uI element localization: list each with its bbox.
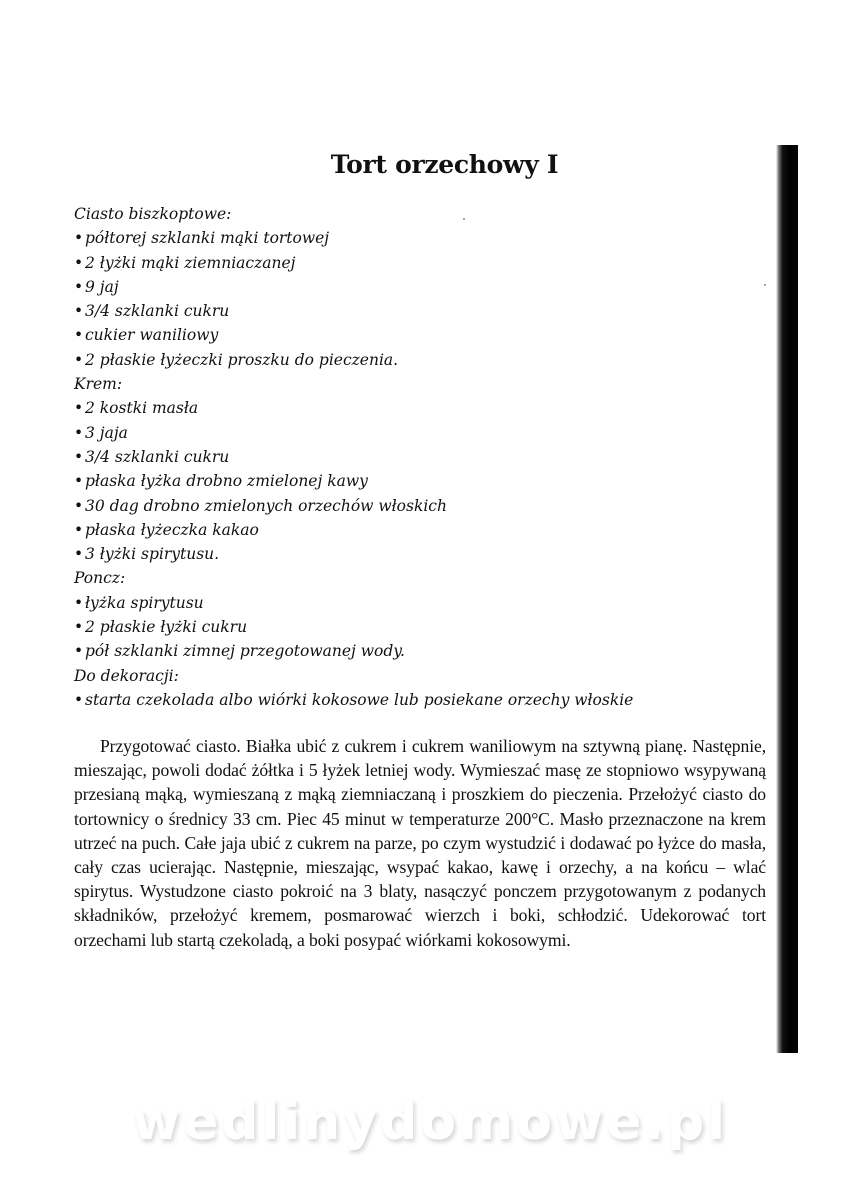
ingredient-text: starta czekolada albo wiórki kokosowe lub posiekane orzechy włoskie (85, 690, 634, 709)
ingredient-item (74, 348, 764, 372)
section-heading: Do dekoracji: (74, 666, 179, 685)
ingredient-item (74, 396, 764, 420)
bullet-icon: • (74, 229, 84, 248)
recipe-title-text: Tort orzechowy I (330, 150, 559, 179)
ingredient-text: 2 płaskie łyżeczki proszku do pieczenia. (85, 350, 399, 369)
section-heading: Ciasto biszkoptowe: (74, 205, 232, 223)
ingredient-item (74, 639, 764, 663)
ingredient-item (74, 299, 764, 323)
bullet-icon: • (74, 593, 84, 612)
ingredient-item (74, 591, 764, 615)
bullet-icon: • (74, 326, 84, 345)
ingredient-item (74, 275, 764, 299)
ingredient-item (74, 421, 764, 445)
bullet-icon: • (74, 277, 84, 296)
ingredient-text: 3 jaja (85, 423, 128, 442)
ingredient-item (74, 323, 764, 347)
ingredient-text: łyżka spirytusu (85, 593, 204, 612)
bullet-icon: • (74, 690, 84, 709)
ingredient-text: półtorej szklanki mąki tortowej (85, 229, 330, 248)
ingredient-item (74, 251, 764, 275)
bullet-icon: • (74, 545, 84, 564)
bullet-icon: • (74, 520, 84, 539)
recipe-title (0, 150, 849, 179)
ingredient-item (74, 518, 764, 542)
method-paragraph: Przygotować ciasto. Białka ubić z cukrem i cukrem waniliowym na sztywną pianę. Następnie, mieszając, powoli dodać żółtka i 5 łyżek letniej wody. Wymieszać masę ze stopniowo wsypywaną przesianą mąką, wymieszaną z mąką ziemniaczaną i proszkiem do pieczenia. Przełożyć ciasto do tortownicy o średnicy 33 cm. Piec 45 minut w temperaturze 200°C. Masło przeznaczone na krem utrzeć na puch. Całe jaja ubić z cukrem na parze, po czym wystudzić i dodawać po łyżce do masła, cały czas ucierając. Następnie, mieszając, wsypać kakao, kawę i orzechy, a na końcu – wlać spirytus. Wystudzone ciasto pokroić na 3 blaty, nasączyć ponczem przygotowanym z podanych składników, przełożyć kremem, posmarować wierzch i boki, schłodzić. Udekorować tort orzechami lub startą czekoladą, a boki posypać wiórkami kokosowymi. (74, 736, 766, 950)
ingredient-item (74, 542, 764, 566)
ingredient-text: 3/4 szklanki cukru (85, 447, 230, 466)
ingredient-text: 3 łyżki spirytusu. (85, 545, 220, 564)
ingredient-text: cukier waniliowy (85, 326, 219, 345)
ingredient-item (74, 494, 764, 518)
ingredient-item (74, 615, 764, 639)
ingredient-text: 2 płaskie łyżki cukru (85, 618, 248, 637)
bullet-icon: • (74, 447, 84, 466)
section-heading: Krem: (74, 375, 123, 394)
bullet-icon: • (74, 253, 84, 272)
section-heading: Poncz: (74, 569, 126, 588)
bullet-icon: • (74, 423, 84, 442)
ingredient-text: pół szklanki zimnej przegotowanej wody. (85, 642, 405, 661)
bullet-icon: • (74, 472, 84, 491)
scan-edge-shadow (776, 145, 798, 1053)
bullet-icon: • (74, 350, 84, 369)
bullet-icon: • (74, 399, 84, 418)
ingredient-item (74, 226, 764, 250)
ingredient-item (74, 445, 764, 469)
bullet-icon: • (74, 642, 84, 661)
ingredient-text: płaska łyżeczka kakao (85, 520, 259, 539)
bullet-icon: • (74, 618, 84, 637)
ingredient-item (74, 688, 764, 712)
ingredients-list (74, 202, 764, 712)
bullet-icon: • (74, 302, 84, 321)
ingredient-text: 3/4 szklanki cukru (85, 302, 230, 321)
watermark: wedlinydomowe.pl (131, 1092, 729, 1152)
ingredient-text: 9 jaj (85, 277, 119, 296)
bullet-icon: • (74, 496, 84, 515)
ingredient-item (74, 469, 764, 493)
scan-speck (764, 284, 766, 286)
scan-speck (463, 218, 465, 220)
ingredient-text: 30 dag drobno zmielonych orzechów włoskich (85, 496, 447, 515)
ingredient-text: 2 łyżki mąki ziemniaczanej (85, 253, 296, 272)
ingredient-text: 2 kostki masła (85, 399, 199, 418)
ingredient-text: płaska łyżka drobno zmielonej kawy (85, 472, 368, 491)
